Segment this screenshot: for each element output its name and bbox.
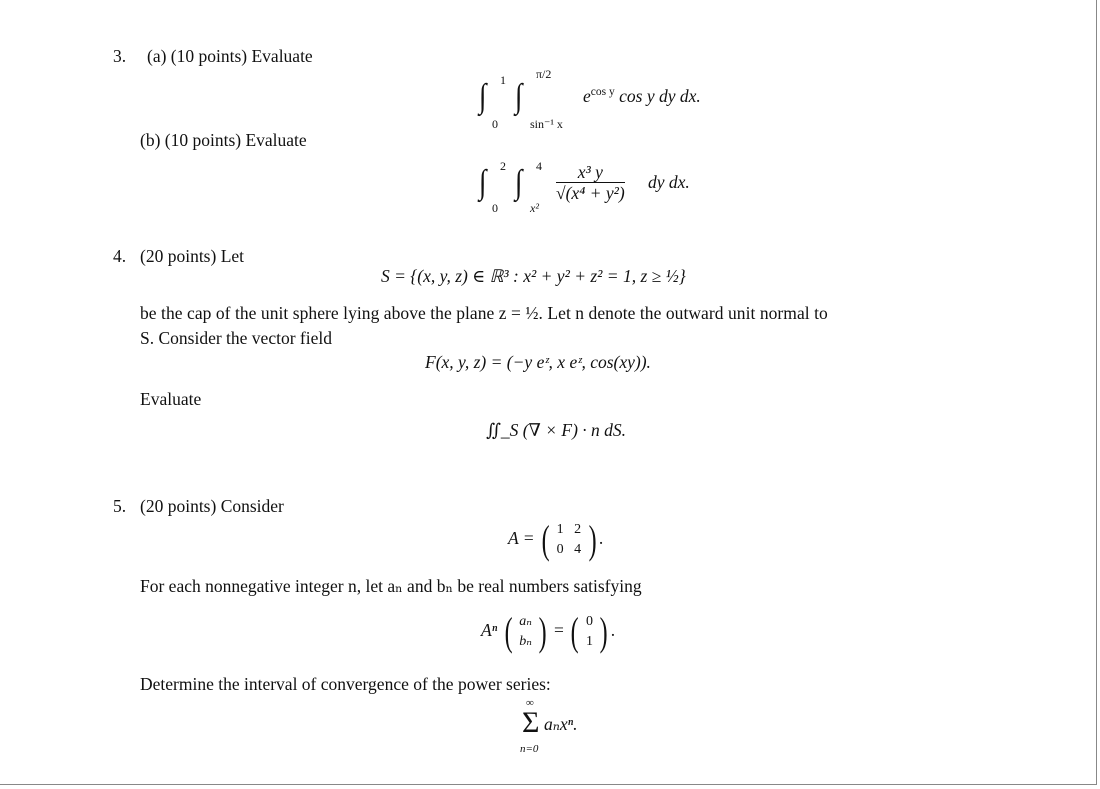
set-definition: S = {(x, y, z) ∈ ℝ³ : x² + y² + z² = 1, z ≥ ½}: [381, 266, 686, 286]
outer-lower-limit: 0: [492, 201, 498, 215]
problem-3a-label: (a) (10 points) Evaluate: [147, 46, 313, 66]
matrix-cell: 2: [574, 522, 582, 537]
problem-5-number: 5.: [113, 496, 127, 516]
vector-entry: aₙ: [519, 614, 532, 629]
problem-5-text-1: For each nonnegative integer n, let aₙ and bₙ be real numbers satisfying: [140, 576, 642, 596]
integral-a: [478, 67, 738, 131]
outer-lower-limit: 0: [492, 117, 498, 131]
outer-upper-limit: 2: [500, 159, 506, 173]
fraction-denominator: √(x⁴ + y²): [556, 183, 625, 203]
matrix-cell: 4: [574, 542, 582, 557]
inner-upper-limit: 4: [536, 159, 542, 173]
vector-ab: [519, 612, 532, 652]
problem-3b-label: (b) (10 points) Evaluate: [140, 130, 307, 150]
matrix-cell: 0: [556, 542, 564, 557]
problem-4-number: 4.: [113, 246, 127, 266]
problem-4-text-1: be the cap of the unit sphere lying above the plane z = ½. Let n denote the outward unit normal to: [140, 303, 828, 323]
matrix-A: [557, 520, 582, 560]
vector-field-definition: F(x, y, z) = (−y eᶻ, x eᶻ, cos(xy)).: [425, 352, 651, 372]
integral-sign: ∫: [478, 164, 487, 201]
integrand-rest: cos y dy dx.: [619, 86, 701, 106]
integral-differentials: dy dx.: [648, 172, 690, 192]
integral-sign: ∫: [478, 78, 487, 115]
inner-lower-limit: sin⁻¹ x: [530, 117, 563, 131]
sum-upper-limit: ∞: [526, 697, 534, 709]
sigma-icon: Σ: [522, 706, 540, 739]
sum-lower-limit: n=0: [520, 743, 539, 755]
problem-4-text-2: S. Consider the vector field: [140, 328, 332, 348]
fraction-numerator: x³ y: [556, 162, 625, 183]
integral-b: [478, 158, 738, 214]
problem-4-label: (20 points) Let: [140, 246, 245, 266]
problem-5-label: (20 points) Consider: [140, 496, 284, 516]
matrix-A-definition: A = ( 1 2 0 4 ) .: [508, 517, 604, 562]
integral-sign: ∫: [514, 164, 523, 201]
integrand-exponent: cos y: [590, 86, 615, 99]
vector-entry: bₙ: [519, 634, 532, 649]
matrix-cell: 1: [556, 522, 564, 537]
integral-sign: ∫: [514, 78, 523, 115]
evaluate-label: Evaluate: [140, 389, 202, 409]
vector-rhs: [586, 612, 593, 652]
vector-entry: 1: [586, 634, 593, 649]
series-term: aₙxⁿ.: [544, 714, 578, 734]
vector-entry: 0: [586, 614, 593, 629]
inner-lower-limit: x²: [530, 201, 539, 215]
power-series: [520, 698, 640, 768]
problem-5-text-2: Determine the interval of convergence of the power series:: [140, 674, 551, 694]
matrix-name: A =: [508, 528, 535, 549]
matrix-power-equation: Aⁿ ( aₙ bₙ ) = ( 0 1 ) .: [481, 609, 616, 654]
outer-upper-limit: 1: [500, 73, 506, 87]
inner-upper-limit: π/2: [536, 67, 552, 81]
integrand-base: e: [583, 86, 591, 106]
surface-integral: ∬_S (∇ × F) · n dS.: [486, 420, 627, 440]
equation-lhs: Aⁿ: [481, 620, 498, 641]
problem-3-number: 3.: [113, 46, 127, 66]
